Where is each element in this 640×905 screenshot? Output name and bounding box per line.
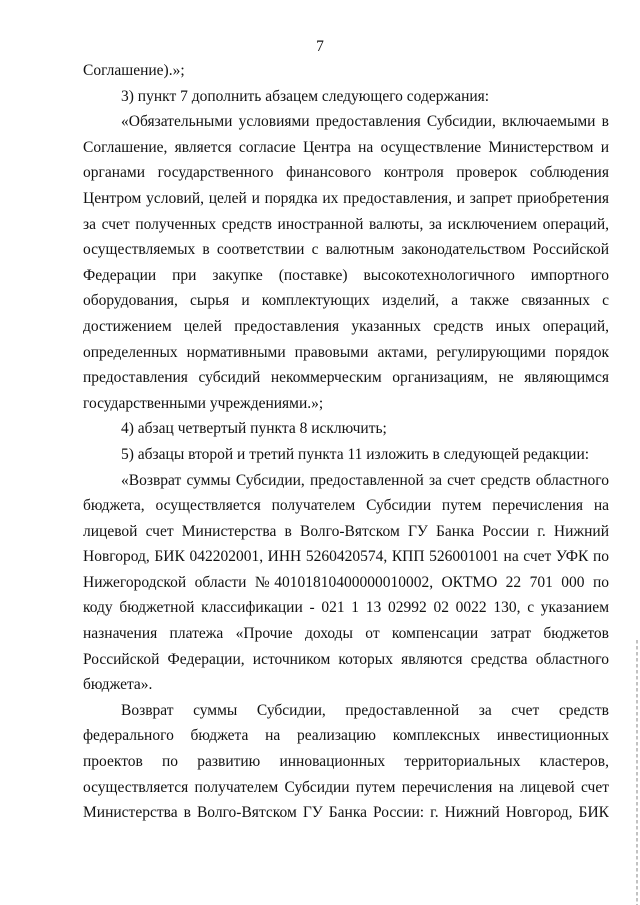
text-line: Нижегородской области №40101810400000010002, ОКТМО 22 701 000 по <box>83 573 609 591</box>
page-number: 7 <box>316 38 324 55</box>
text-line: Федерации при закупке (поставке) высокотехнологичного импортного <box>83 266 609 284</box>
text-line: назначения платежа «Прочие доходы от компенсации затрат бюджетов <box>83 625 609 643</box>
text-line: 4) абзац четвертый пункта 8 исключить; <box>121 420 387 438</box>
document-body <box>83 58 609 826</box>
text-line: государственными учреждениями.»; <box>83 394 324 412</box>
text-line: оборудования, сырья и комплектующих изделий, а также связанных с <box>83 292 609 310</box>
text-line: бюджета, осуществляется получателем Субсидии путем перечисления на <box>83 497 609 515</box>
text-line: осуществляется получателем Субсидии путем перечисления на лицевой счет <box>83 778 609 796</box>
text-line: предоставления субсидий некоммерческим организациям, не являющимся <box>83 369 609 387</box>
text-line: лицевой счет Министерства в Волго-Вятском ГУ Банка России г. Нижний <box>83 522 609 540</box>
text-line: бюджета». <box>83 676 153 694</box>
text-line: Соглашение).»; <box>83 62 185 79</box>
text-line: федерального бюджета на реализацию комплексных инвестиционных <box>83 727 609 745</box>
text-line: достижением целей предоставления указанных средств иных операций, <box>83 317 609 335</box>
text-line: Министерства в Волго-Вятском ГУ Банка России: г. Нижний Новгород, БИК <box>83 804 609 822</box>
text-line: Соглашение, является согласие Центра на осуществление Министерством и <box>83 138 609 156</box>
text-line: за счет полученных средств иностранной валюты, за исключением операций, <box>83 215 609 233</box>
text-line: Российской Федерации, источником которых являются средства областного <box>83 650 609 668</box>
text-line: проектов по развитию инновационных территориальных кластеров, <box>83 753 609 771</box>
text-line: «Обязательными условиями предоставления Субсидии, включаемыми в <box>121 113 609 131</box>
text-line: Центром условий, целей и порядка их предоставления, и запрет приобретения <box>83 189 609 207</box>
text-line: коду бюджетной классификации - 021 1 13 02992 02 0022 130, с указанием <box>83 599 609 617</box>
text-line: «Возврат суммы Субсидии, предоставленной за счет средств областного <box>121 471 609 489</box>
text-line: органами государственного финансового контроля проверок соблюдения <box>83 164 609 182</box>
text-line: определенных нормативными правовыми актами, регулирующими порядок <box>83 343 609 361</box>
text-line: 3) пункт 7 дополнить абзацем следующего содержания: <box>121 87 490 105</box>
text-line: 5) абзацы второй и третий пункта 11 изложить в следующей редакции: <box>121 445 590 463</box>
text-line: Новгород, БИК 042202001, ИНН 5260420574, КПП 526001001 на счет УФК по <box>83 548 609 566</box>
text-line: осуществляемых в соответствии с валютным законодательством Российской <box>83 241 609 259</box>
text-line: Возврат суммы Субсидии, предоставленной за счет средств <box>121 701 609 719</box>
scan-edge-mark <box>636 640 638 905</box>
